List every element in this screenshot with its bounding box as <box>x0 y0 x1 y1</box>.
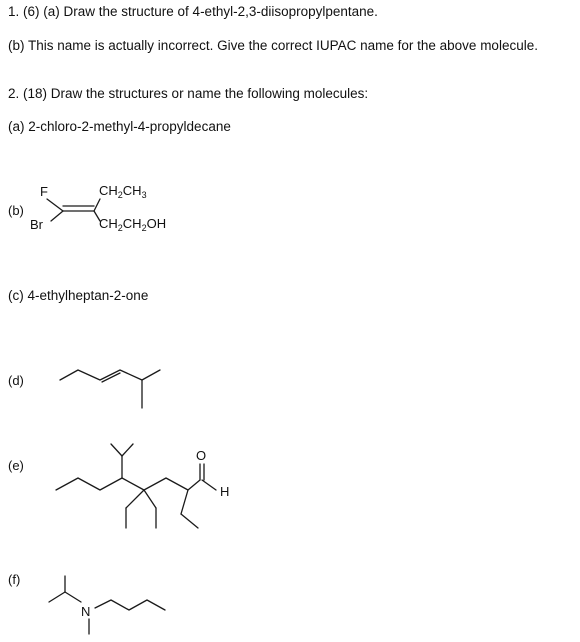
bond-top <box>94 199 100 211</box>
structure-f <box>45 572 175 642</box>
ethyl-3b <box>181 514 198 528</box>
isopropyl-arm-2 <box>122 444 133 456</box>
oxygen-atom: O <box>196 448 207 463</box>
structure-e <box>56 438 236 538</box>
q2-part-c: (c) 4-ethylheptan-2-one <box>8 288 149 303</box>
q2-part-e-label: (e) <box>8 458 24 473</box>
q2-part-a: (a) 2-chloro-2-methyl-4-propyldecane <box>8 119 231 134</box>
ethyl-2a <box>144 490 156 508</box>
q1-part-a: 1. (6) (a) Draw the structure of 4-ethyl-2,3-diisopropylpentane. <box>8 4 378 19</box>
fluorine-atom: F <box>40 184 48 199</box>
main-chain <box>56 478 200 490</box>
q2-part-d-label: (d) <box>8 373 24 388</box>
bond-f <box>47 199 63 211</box>
q2-part-f-label: (f) <box>8 572 21 587</box>
bond-br <box>51 211 63 221</box>
q1-part-b: (b) This name is actually incorrect. Give the correct IUPAC name for the above molecule. <box>8 38 538 53</box>
nitrogen-atom: N <box>81 604 91 619</box>
hydrogen-atom: H <box>220 484 230 499</box>
structure-d <box>60 358 170 408</box>
q2-header: 2. (18) Draw the structures or name the following molecules: <box>8 86 369 101</box>
substituent-hydroxyethyl: $CH_2CH_2OH$ <box>99 216 167 233</box>
isopropyl-arm-1 <box>111 444 122 456</box>
aldehyde-h-bond <box>202 480 216 490</box>
isopropyl-arm-1 <box>49 592 65 602</box>
n-propyl-chain <box>95 600 165 610</box>
substituent-ethyl: $CH_2CH_3$ <box>99 183 147 200</box>
ethyl-1a <box>126 490 144 508</box>
isopropyl-arm-2 <box>65 592 81 602</box>
q2-part-b-label: (b) <box>8 203 24 218</box>
bromine-atom: Br <box>30 217 43 232</box>
ethyl-3a <box>181 490 188 514</box>
